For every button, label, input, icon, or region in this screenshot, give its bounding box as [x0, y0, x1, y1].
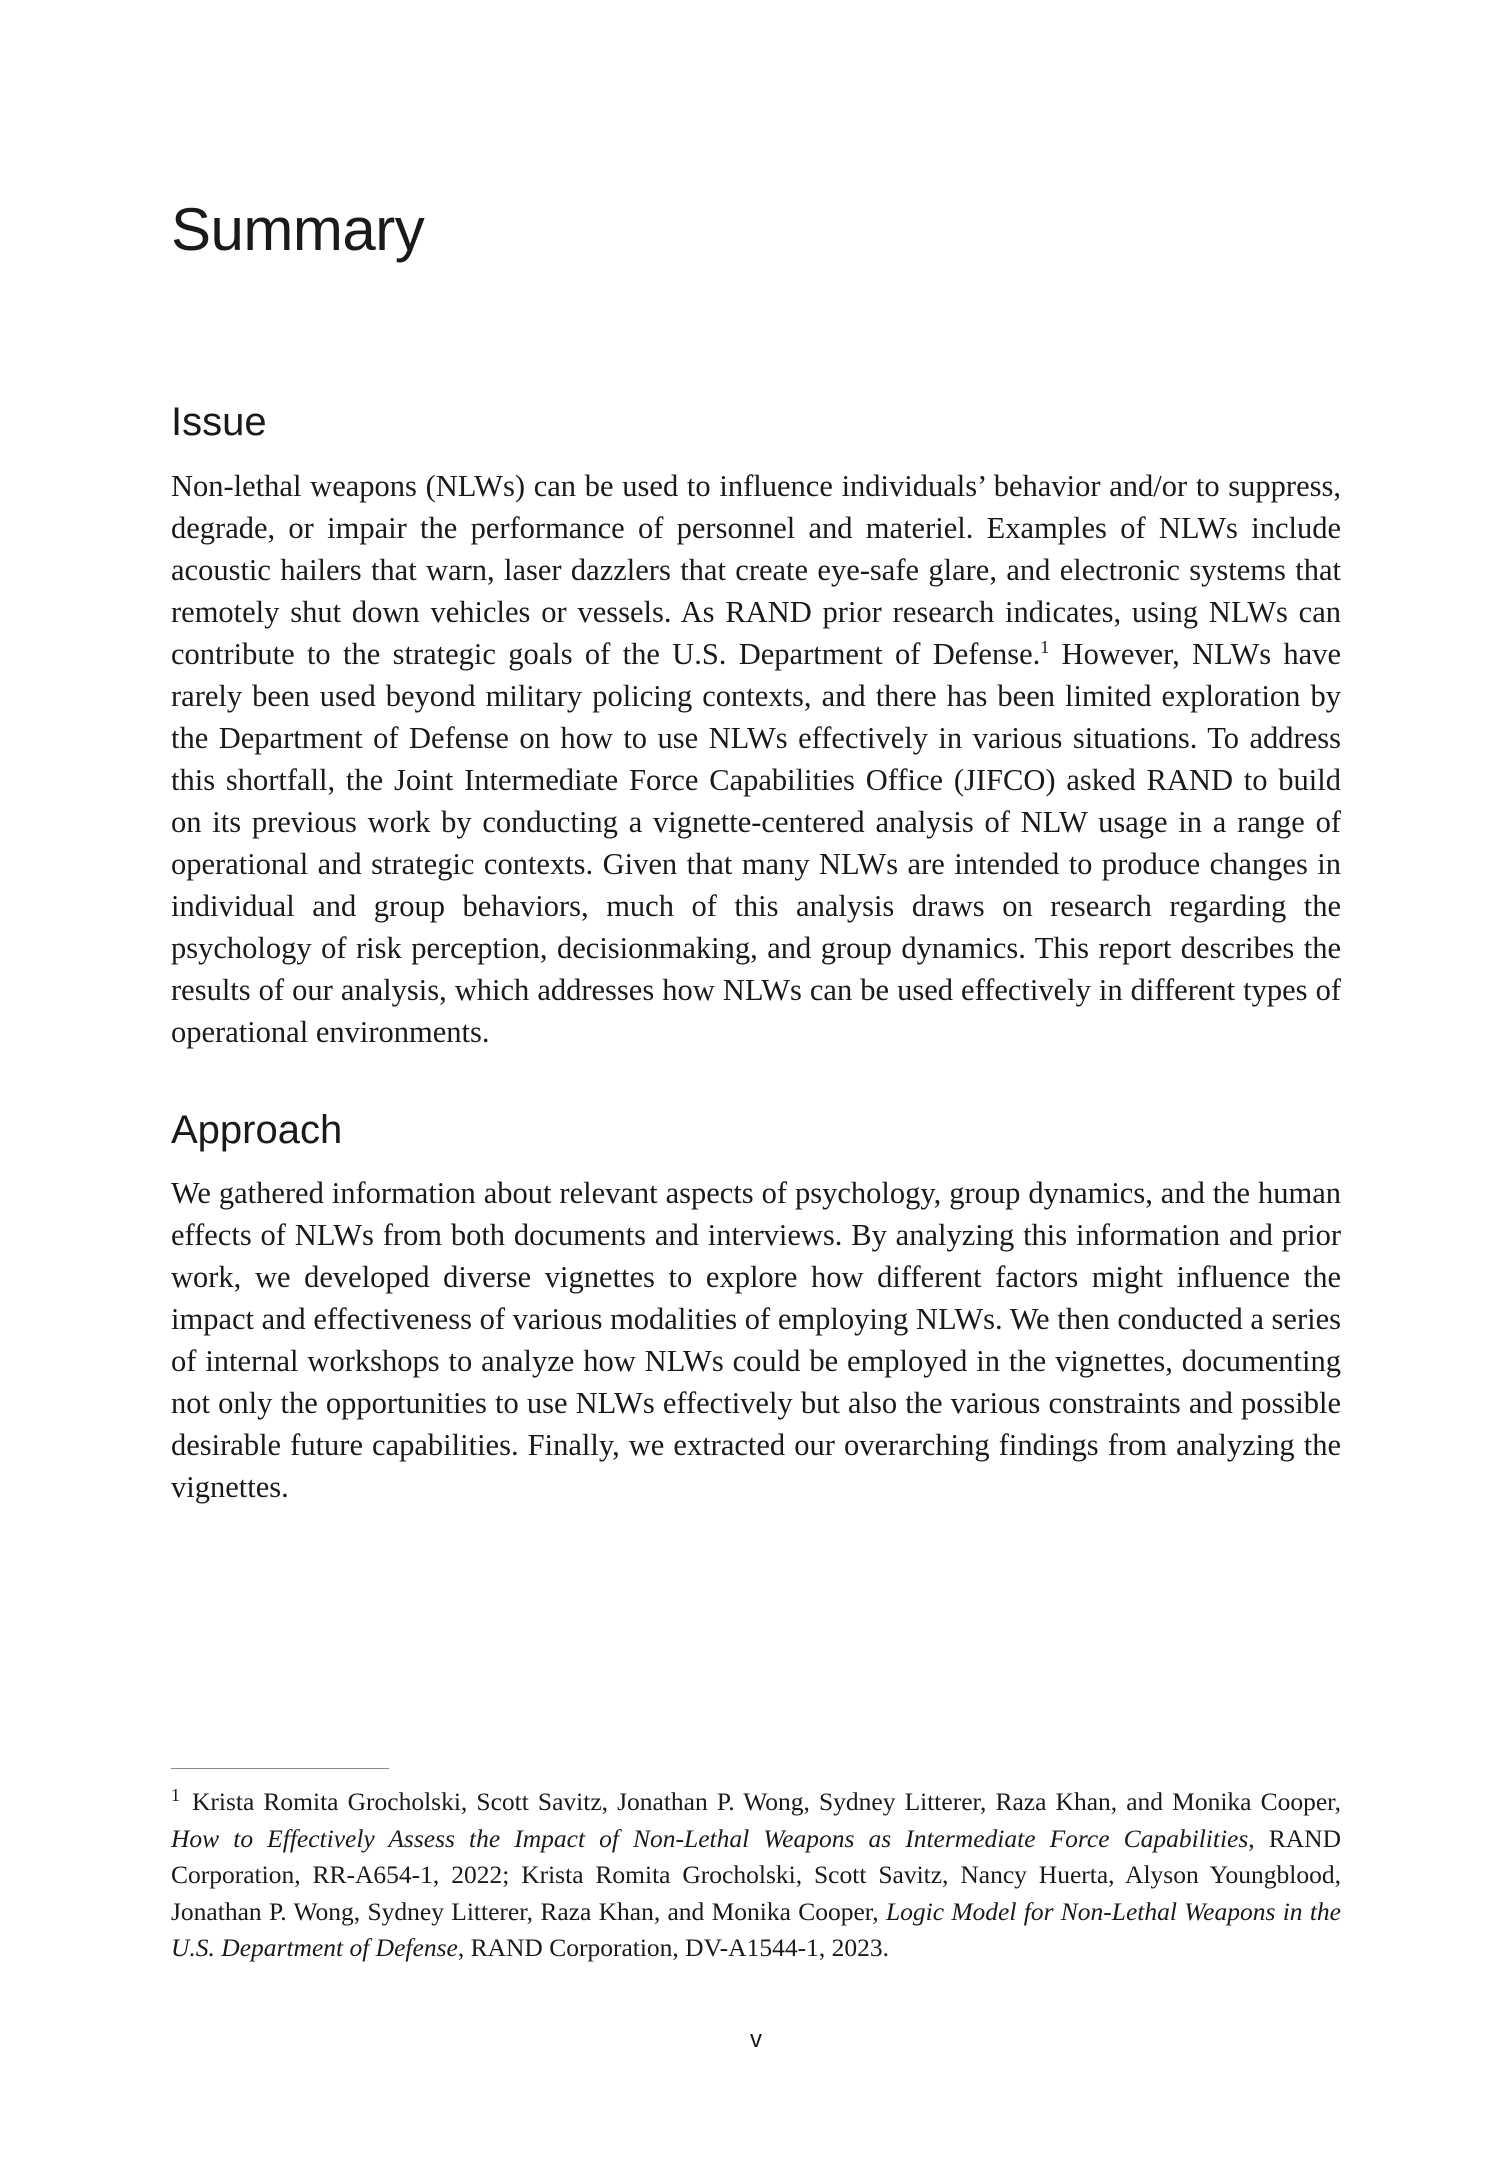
footnote-title-1: How to Effectively Assess the Impact of Non-Lethal Weapons as Intermediate Force Capabilities [171, 1823, 1249, 1853]
footnote-text-part2: , RAND Corporation, RR-A654-1, 2022; Krista Romita Grocholski, Scott Savitz, Nancy Huerta, Alyson Youngblood, Jonathan P. Wong, Sydney Litterer, Raza Khan, and Monika Cooper, [171, 1823, 1341, 1926]
footnote-reference[interactable]: 1 [1040, 636, 1050, 657]
issue-text-part2: However, NLWs have rarely been used beyond military policing contexts, and there has been limited exploration by the Department of Defense on how to use NLWs effectively in various situations. To address this shortfall, the Joint Intermediate Force Capabilities Office (JIFCO) asked RAND to build on its previous work by conducting a vignette-centered analysis of NLW usage in a range of operational and strategic contexts. Given that many NLWs are intended to produce changes in individual and group behaviors, much of this analysis draws on research regarding the psychology of risk perception, decisionmaking, and group dynamics. This report describes the results of our analysis, which addresses how NLWs can be used effectively in different types of operational environments. [171, 637, 1341, 1049]
approach-heading: Approach [171, 1108, 343, 1152]
footnote-text-part3: , RAND Corporation, DV-A1544-1, 2023. [457, 1933, 889, 1962]
footnote-divider [171, 1768, 389, 1769]
issue-paragraph [171, 465, 1341, 1053]
footnote-number: 1 [171, 1784, 180, 1805]
page-title: Summary [171, 196, 425, 263]
approach-paragraph: We gathered information about relevant aspects of psychology, group dynamics, and the human effects of NLWs from both documents and interviews. By analyzing this information and prior work, we developed diverse vignettes to explore how different factors might influence the impact and effectiveness of various modalities of employing NLWs. We then conducted a series of internal workshops to analyze how NLWs could be employed in the vignettes, documenting not only the opportunities to use NLWs effectively but also the various constraints and possible desirable future capabilities. Finally, we extracted our overarching findings from analyzing the vignettes. [171, 1176, 1341, 1504]
issue-text-part1: Non-lethal weapons (NLWs) can be used to influence individuals’ behavior and/or to suppress, degrade, or impair the performance of personnel and materiel. Examples of NLWs include acoustic hailers that warn, laser dazzlers that create eye-safe glare, and electronic systems that remotely shut down vehicles or vessels. As RAND prior research indicates, using NLWs can contribute to the strategic goals of the U.S. Department of Defense. [171, 469, 1341, 671]
page-number: v [750, 2026, 762, 2053]
footnote-title-2: Logic Model for Non-Lethal Weapons in the U.S. Department of Defense [171, 1896, 1341, 1962]
footnote [171, 1784, 1341, 1967]
issue-heading: Issue [171, 400, 267, 444]
footnote-text-part1: Krista Romita Grocholski, Scott Savitz, Jonathan P. Wong, Sydney Litterer, Raza Khan, and Monika Cooper, [192, 1787, 1341, 1816]
